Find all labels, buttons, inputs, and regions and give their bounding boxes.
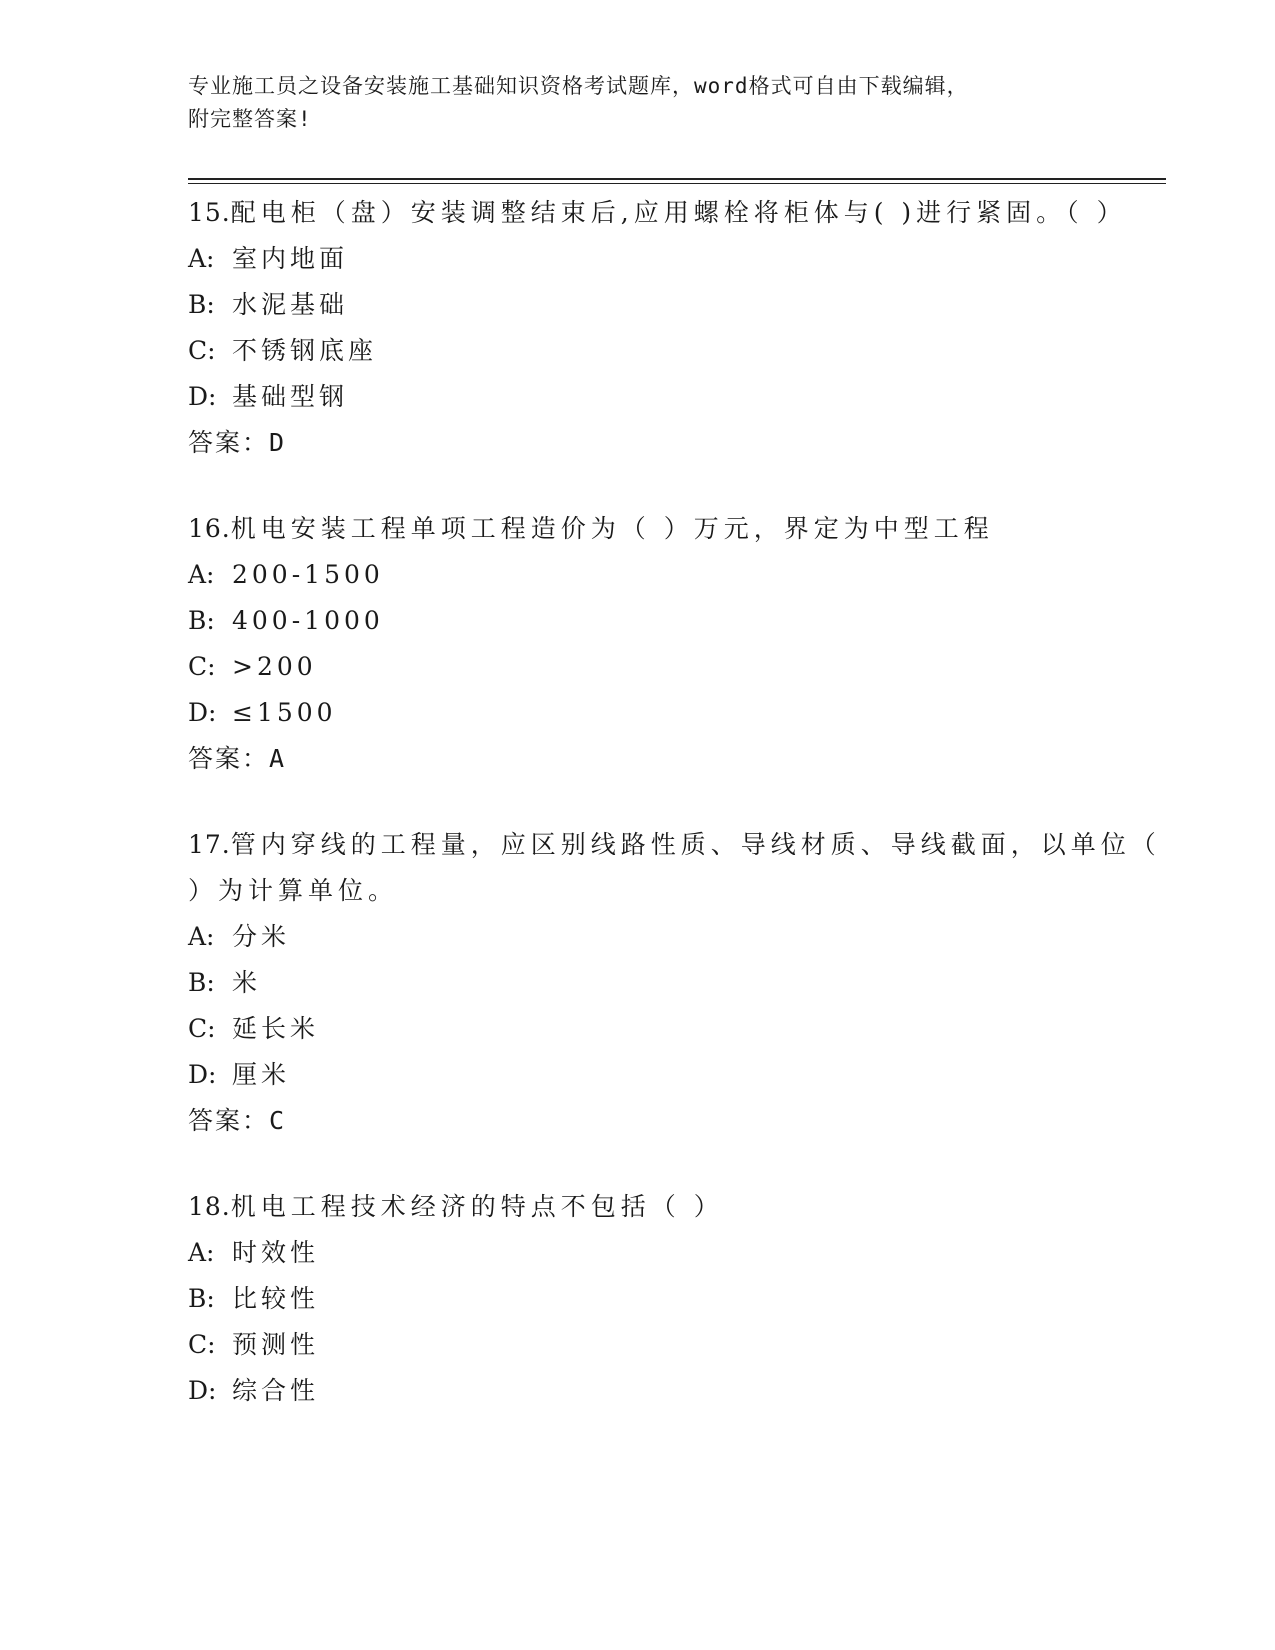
answer-label: 答案： bbox=[188, 428, 270, 457]
option-list bbox=[188, 1230, 1168, 1414]
question-number: 17. bbox=[188, 830, 231, 859]
answer-label: 答案： bbox=[188, 744, 270, 773]
option-letter: B: bbox=[188, 968, 215, 997]
option-text: 400-1000 bbox=[232, 606, 384, 635]
option-b bbox=[188, 598, 1168, 644]
option-text: 比较性 bbox=[232, 1284, 320, 1313]
header-line-2: 附完整答案! bbox=[188, 107, 312, 131]
question-stem bbox=[188, 190, 1168, 236]
question-text: 机电安装工程单项工程造价为（ ）万元，界定为中型工程 bbox=[230, 514, 994, 543]
option-text: 室内地面 bbox=[232, 244, 349, 273]
option-letter: D: bbox=[188, 382, 217, 411]
option-letter: A: bbox=[188, 244, 215, 273]
option-letter: B: bbox=[188, 606, 215, 635]
option-text: ≤1500 bbox=[232, 698, 337, 727]
divider-line-thick bbox=[188, 178, 1166, 180]
question-text: 管内穿线的工程量，应区别线路性质、导线材质、导线截面，以单位（ ）为计算单位。 bbox=[188, 830, 1161, 905]
answer-value: D bbox=[269, 428, 287, 457]
question-stem bbox=[188, 1184, 1168, 1230]
header-line-1: 专业施工员之设备安装施工基础知识资格考试题库，word格式可自由下载编辑， bbox=[188, 74, 969, 98]
option-text: 分米 bbox=[232, 922, 291, 951]
option-letter: C: bbox=[188, 1330, 216, 1359]
option-b bbox=[188, 960, 1168, 1006]
option-letter: B: bbox=[188, 290, 215, 319]
option-text: 延长米 bbox=[232, 1014, 320, 1043]
answer-label: 答案： bbox=[188, 1106, 270, 1135]
option-c bbox=[188, 644, 1168, 690]
option-text: >200 bbox=[232, 652, 317, 681]
option-list bbox=[188, 236, 1168, 420]
option-c bbox=[188, 328, 1168, 374]
option-letter: B: bbox=[188, 1284, 215, 1313]
question-16 bbox=[188, 506, 1168, 782]
question-number: 18. bbox=[188, 1192, 231, 1221]
answer-value: A bbox=[269, 744, 287, 773]
option-text: 时效性 bbox=[232, 1238, 320, 1267]
option-a bbox=[188, 914, 1168, 960]
option-letter: C: bbox=[188, 336, 216, 365]
option-d bbox=[188, 1052, 1168, 1098]
option-text: 综合性 bbox=[232, 1376, 320, 1405]
question-15 bbox=[188, 190, 1168, 466]
question-number: 16. bbox=[188, 514, 231, 543]
answer-line bbox=[188, 736, 1168, 782]
option-a bbox=[188, 236, 1168, 282]
option-list bbox=[188, 552, 1168, 736]
question-text: 机电工程技术经济的特点不包括（ ） bbox=[230, 1192, 724, 1221]
option-d bbox=[188, 690, 1168, 736]
option-letter: D: bbox=[188, 698, 217, 727]
option-b bbox=[188, 282, 1168, 328]
option-text: 预测性 bbox=[232, 1330, 320, 1359]
option-c bbox=[188, 1322, 1168, 1368]
option-letter: C: bbox=[188, 652, 216, 681]
header-divider bbox=[188, 178, 1166, 184]
question-stem bbox=[188, 506, 1168, 552]
option-letter: A: bbox=[188, 560, 215, 589]
option-b bbox=[188, 1276, 1168, 1322]
document-header bbox=[188, 70, 1088, 136]
option-d bbox=[188, 374, 1168, 420]
option-text: 基础型钢 bbox=[232, 382, 349, 411]
answer-line bbox=[188, 420, 1168, 466]
option-c bbox=[188, 1006, 1168, 1052]
answer-value: C bbox=[269, 1106, 287, 1135]
option-letter: A: bbox=[188, 1238, 215, 1267]
question-text: 配电柜（盘）安装调整结束后,应用螺栓将柜体与( )进行紧固。（ ） bbox=[230, 198, 1127, 227]
option-text: 米 bbox=[232, 968, 262, 997]
option-a bbox=[188, 552, 1168, 598]
question-number: 15. bbox=[188, 198, 231, 227]
option-text: 200-1500 bbox=[232, 560, 384, 589]
option-text: 不锈钢底座 bbox=[232, 336, 378, 365]
divider-line-thin bbox=[188, 183, 1166, 184]
question-list bbox=[188, 190, 1168, 1454]
option-text: 厘米 bbox=[232, 1060, 291, 1089]
option-text: 水泥基础 bbox=[232, 290, 349, 319]
option-letter: D: bbox=[188, 1376, 217, 1405]
question-18 bbox=[188, 1184, 1168, 1414]
option-letter: D: bbox=[188, 1060, 217, 1089]
question-stem bbox=[188, 822, 1168, 914]
answer-line bbox=[188, 1098, 1168, 1144]
option-a bbox=[188, 1230, 1168, 1276]
question-17 bbox=[188, 822, 1168, 1144]
option-letter: C: bbox=[188, 1014, 216, 1043]
option-letter: A: bbox=[188, 922, 215, 951]
option-list bbox=[188, 914, 1168, 1098]
option-d bbox=[188, 1368, 1168, 1414]
